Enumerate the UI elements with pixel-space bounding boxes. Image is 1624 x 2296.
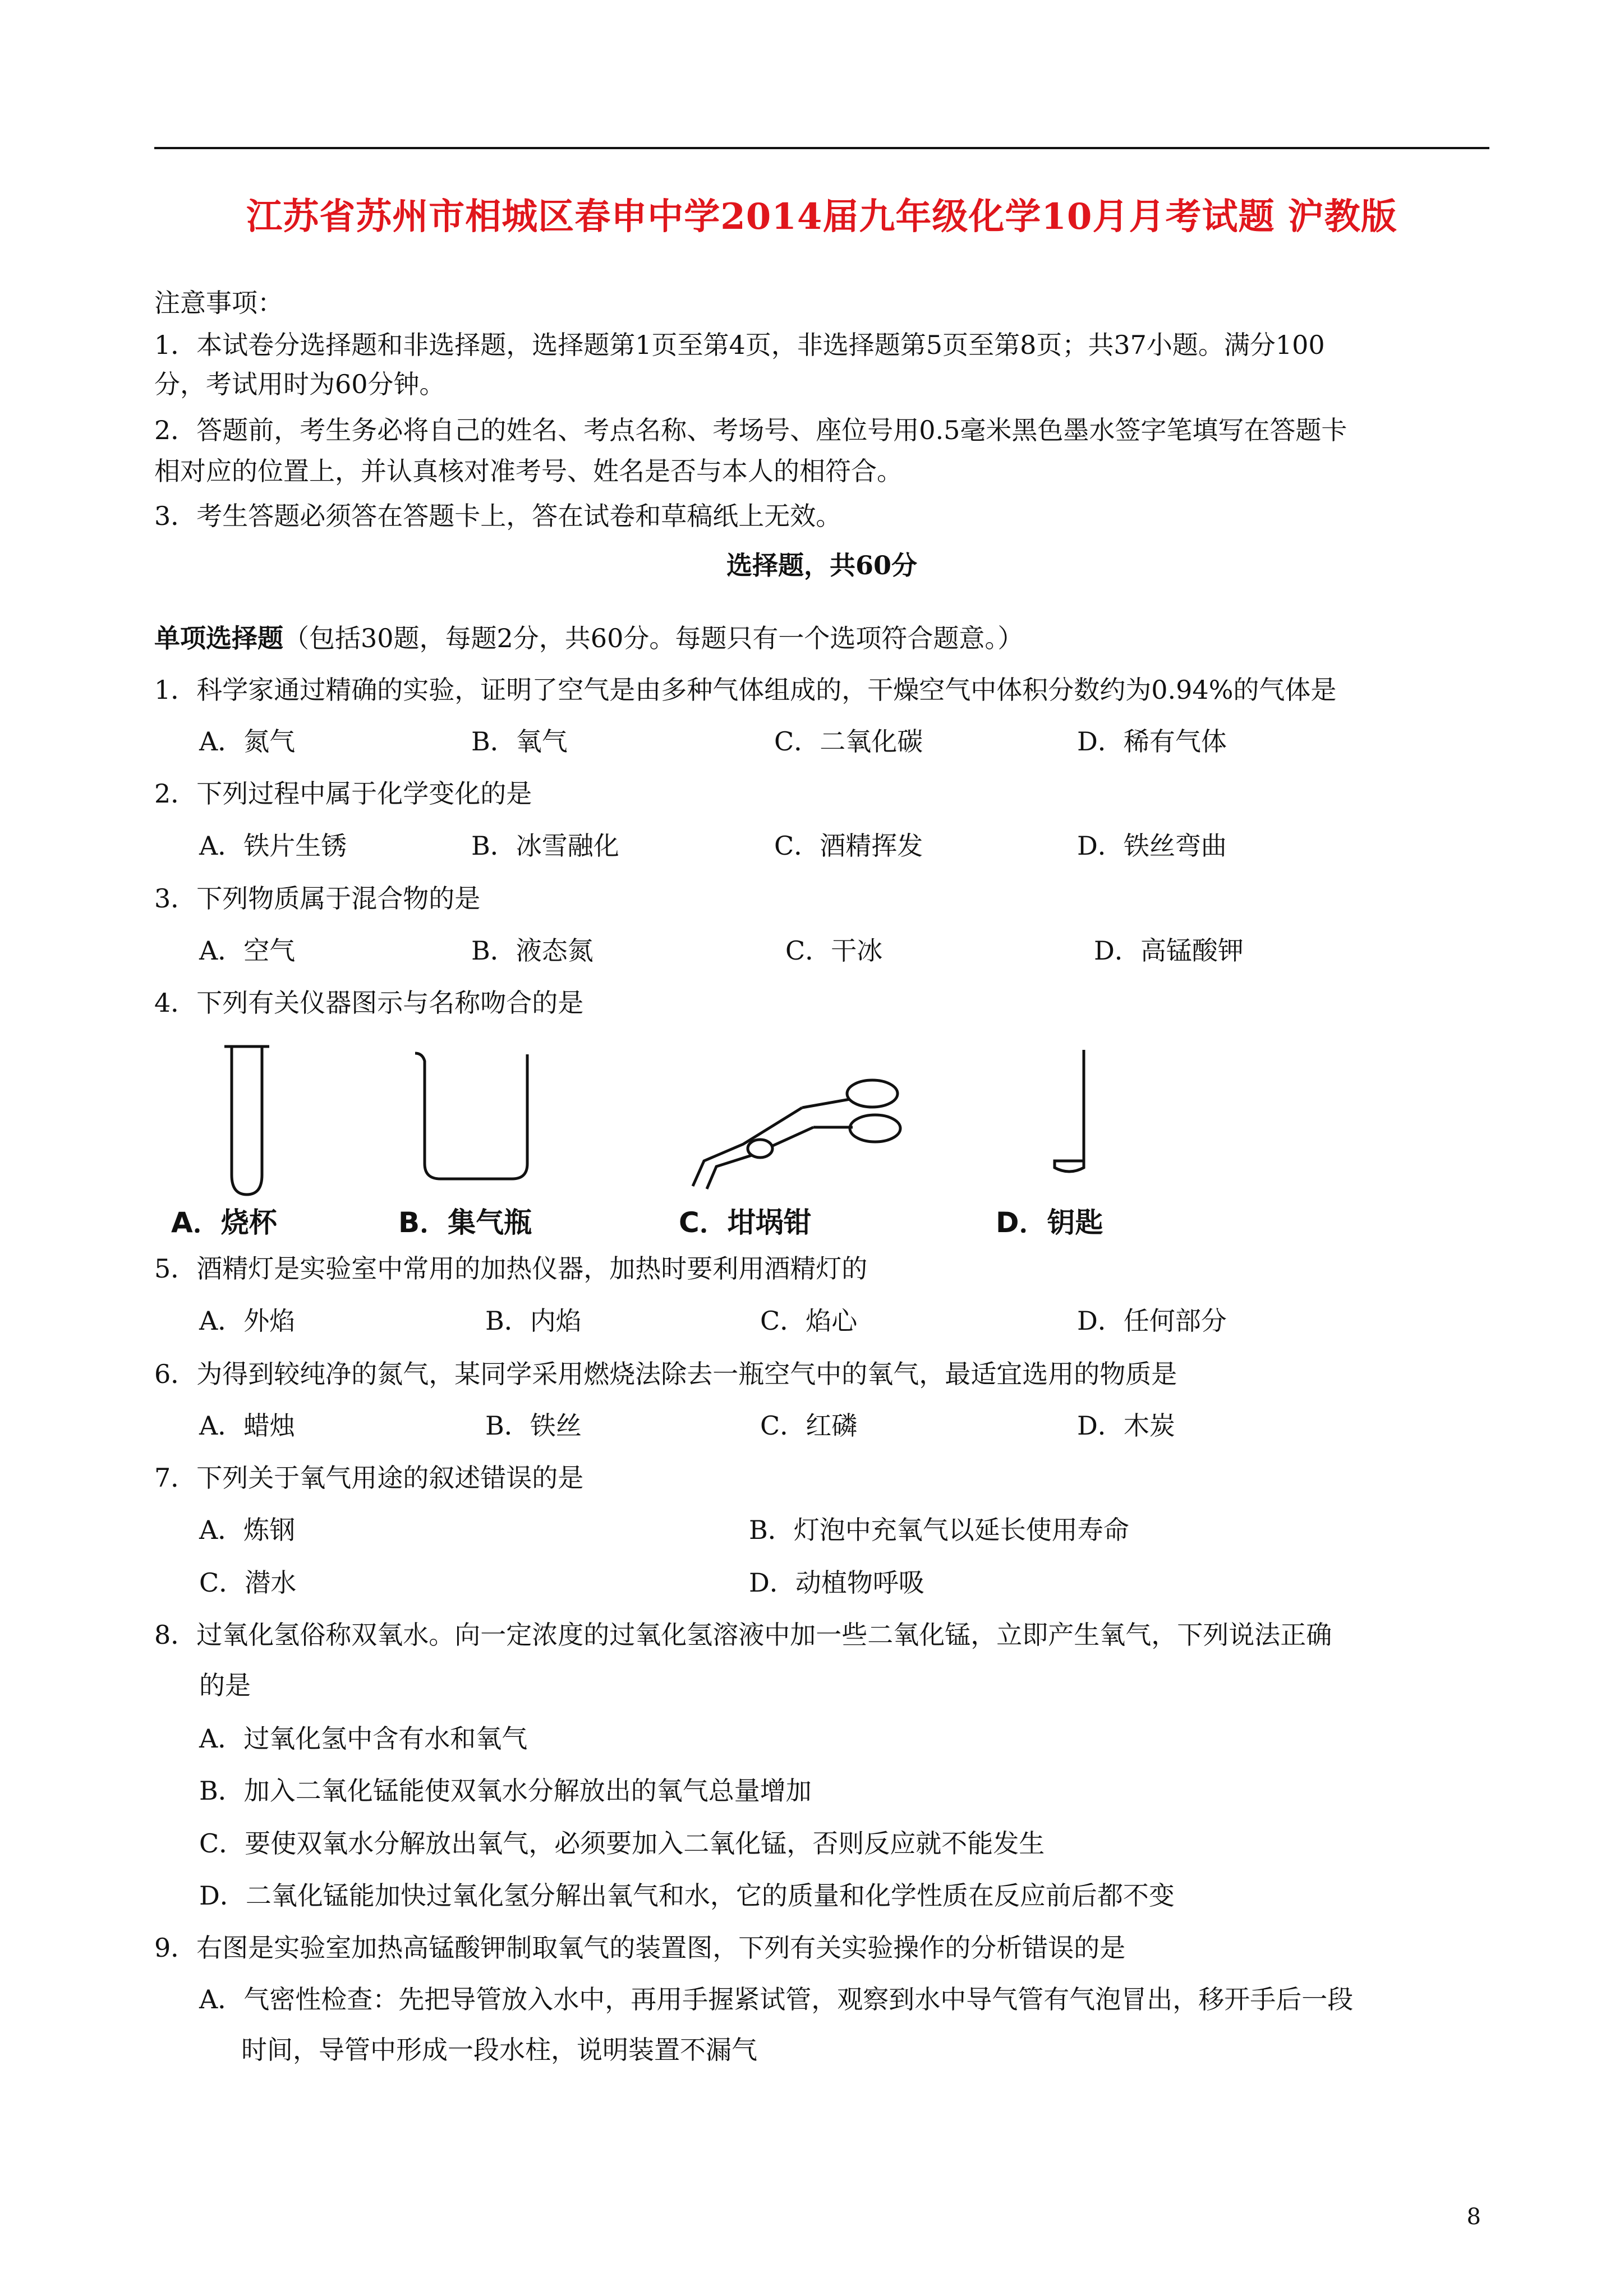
spoon-figure (1049, 1049, 1099, 1183)
option: D．任何部分 (1077, 1306, 1227, 1336)
option: D．稀有气体 (1077, 726, 1227, 757)
question-stem: 5．酒精灯是实验室中常用的加热仪器，加热时要利用酒精灯的 (154, 1253, 868, 1284)
section-intro-text: （包括30题，每题2分，共60分。每题只有一个选项符合题意。） (283, 623, 1024, 653)
option: D．木炭 (1077, 1410, 1175, 1441)
option: C．要使双氧水分解放出氧气，必须要加入二氧化锰，否则反应就不能发生 (199, 1828, 1045, 1859)
question-stem-continued: 的是 (199, 1670, 251, 1700)
option: C．干冰 (785, 935, 883, 966)
figure-label-b: B．集气瓶 (398, 1206, 532, 1239)
question-stem: 8．过氧化氢俗称双氧水。向一定浓度的过氧化氢溶液中加一些二氧化锰，立即产生氧气，下列说法正确 (154, 1620, 1332, 1650)
option: B．氧气 (471, 726, 568, 757)
option: D．铁丝弯曲 (1077, 831, 1227, 861)
beaker-figure (412, 1049, 536, 1183)
option: C．红磷 (760, 1410, 858, 1441)
figure-label-d: D．钥匙 (996, 1206, 1103, 1239)
option: D．二氧化锰能加快过氧化氢分解出氧气和水，它的质量和化学性质在反应前后都不变 (199, 1880, 1175, 1911)
page-number: 8 (1466, 2204, 1481, 2230)
section-intro (154, 621, 1023, 655)
figure-label-a: A．烧杯 (171, 1206, 277, 1239)
option: B．冰雪融化 (471, 831, 619, 861)
option: A．外焰 (199, 1306, 296, 1336)
question-stem: 4．下列有关仪器图示与名称吻合的是 (154, 988, 584, 1018)
option: A．铁片生锈 (199, 831, 347, 861)
option: C．潜水 (199, 1567, 297, 1598)
notice-heading: 注意事项： (154, 288, 283, 318)
question-stem: 7．下列关于氧气用途的叙述错误的是 (154, 1463, 584, 1493)
option: B．铁丝 (485, 1410, 582, 1441)
option: A．炼钢 (199, 1515, 296, 1545)
notice-line: 1．本试卷分选择题和非选择题，选择题第1页至第4页，非选择题第5页至第8页；共37小题。满分100 (154, 330, 1325, 360)
notice-line: 分，考试用时为60分钟。 (154, 369, 445, 399)
option: B．内焰 (485, 1306, 582, 1336)
option: D．动植物呼吸 (749, 1567, 924, 1598)
option-continued: 时间，导管中形成一段水柱，说明装置不漏气 (241, 2035, 757, 2065)
option: A．过氧化氢中含有水和氧气 (199, 1723, 528, 1754)
option: C．酒精挥发 (774, 831, 923, 861)
notice-line: 3．考生答题必须答在答题卡上，答在试卷和草稿纸上无效。 (154, 501, 842, 531)
question-stem: 3．下列物质属于混合物的是 (154, 883, 481, 914)
crucible-tongs-figure (682, 1077, 917, 1195)
figure-label-c: C．坩埚钳 (679, 1206, 812, 1239)
test-tube-figure (222, 1043, 272, 1200)
notice-line: 相对应的位置上，并认真核对准考号、姓名是否与本人的相符合。 (154, 456, 903, 486)
option: B．灯泡中充氧气以延长使用寿命 (749, 1515, 1129, 1545)
option: A．蜡烛 (199, 1410, 296, 1441)
option: C．二氧化碳 (774, 726, 923, 757)
question-stem: 2．下列过程中属于化学变化的是 (154, 778, 532, 809)
question-stem: 1．科学家通过精确的实验，证明了空气是由多种气体组成的，干燥空气中体积分数约为0.94%的气体是 (154, 675, 1337, 705)
notice-line: 2．答题前，考生务必将自己的姓名、考点名称、考场号、座位号用0.5毫米黑色墨水签字笔填写在答题卡 (154, 415, 1347, 445)
option: A．空气 (199, 935, 296, 966)
page-title: 江苏省苏州市相城区春申中学2014届九年级化学10月月考试题 沪教版 (246, 196, 1397, 238)
question-stem: 6．为得到较纯净的氮气，某同学采用燃烧法除去一瓶空气中的氧气，最适宜选用的物质是 (154, 1359, 1177, 1389)
option: A．氮气 (199, 726, 296, 757)
option: B．液态氮 (471, 935, 594, 966)
section-intro-label: 单项选择题 (154, 623, 283, 653)
option: A．气密性检查：先把导管放入水中，再用手握紧试管，观察到水中导气管有气泡冒出，移开手后一段 (199, 1984, 1354, 2014)
option: C．焰心 (760, 1306, 858, 1336)
option: D．高锰酸钾 (1094, 935, 1244, 966)
question-stem: 9．右图是实验室加热高锰酸钾制取氧气的装置图，下列有关实验操作的分析错误的是 (154, 1933, 1126, 1963)
option: B．加入二氧化锰能使双氧水分解放出的氧气总量增加 (199, 1776, 812, 1806)
header-rule (154, 147, 1489, 149)
section-title: 选择题，共60分 (726, 550, 917, 580)
